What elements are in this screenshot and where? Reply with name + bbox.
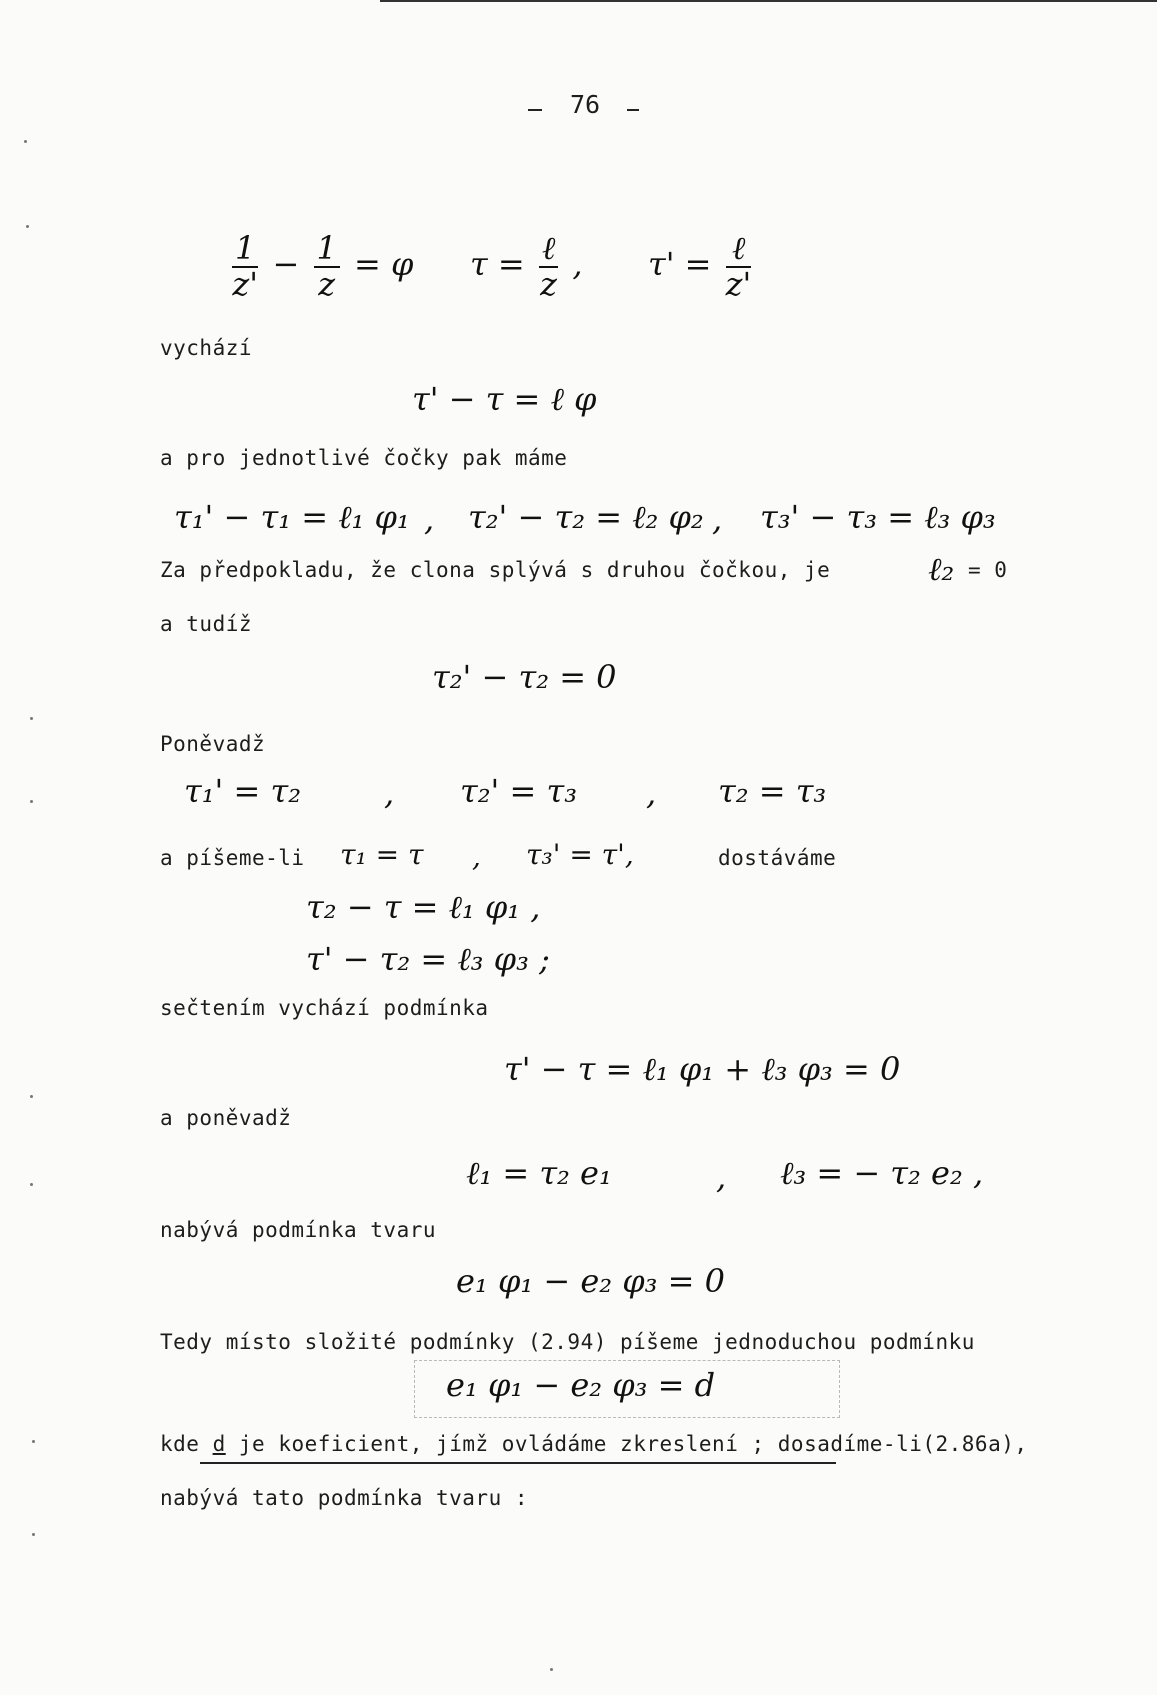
- text-piseme-li: a píšeme-li: [160, 846, 305, 870]
- scan-speck: [550, 1668, 553, 1671]
- text-predpoklad: Za předpokladu, že clona splývá s druhou čočkou, je: [160, 558, 831, 582]
- equation-tau-difference: τ' − τ = ℓ φ: [412, 380, 597, 418]
- scan-speck: [30, 1095, 33, 1098]
- text-nabyva-podminka: nabývá podmínka tvaru: [160, 1218, 437, 1242]
- equation-comma-6: ,: [716, 1158, 727, 1196]
- scan-speck: [32, 1440, 35, 1443]
- scan-speck: [24, 140, 27, 143]
- text-ponevadz: Poněvadž: [160, 732, 266, 756]
- scan-speck: [26, 225, 29, 228]
- text-predpoklad-end: = 0: [968, 558, 1008, 582]
- text-dosadime: ; dosadíme-li(2.86a),: [751, 1432, 1028, 1456]
- equation-tau3-tau-inline: τ₃' = τ',: [526, 838, 634, 871]
- equation-lens-2: τ₂' − τ₂ = ℓ₂ φ₂: [468, 498, 704, 536]
- scan-speck: [30, 800, 33, 803]
- equation-sum-part-1: τ₂ − τ = ℓ₁ φ₁ ,: [306, 888, 541, 926]
- equation-condition-sum: τ' − τ = ℓ₁ φ₁ + ℓ₃ φ₃ = 0: [504, 1050, 901, 1088]
- text-tedy: Tedy místo složité podmínky (2.94) píšeme jednoduchou podmínku: [160, 1330, 975, 1354]
- equation-tau2-zero: τ₂' − τ₂ = 0: [432, 658, 617, 696]
- equation-lens-formula: $\frac{1}{z'}$ − $\frac{1}{z}$ = φ: [232, 229, 414, 303]
- text-dostavame: dostáváme: [718, 846, 837, 870]
- equation-tau1-tau-inline: τ₁ = τ: [340, 838, 424, 871]
- scan-speck: [32, 1533, 35, 1536]
- equation-l2-inline: ℓ₂: [928, 550, 955, 588]
- text-vychazi: vychází: [160, 336, 253, 360]
- text-kde-d: d: [212, 1432, 226, 1456]
- equation-e-phi-d: e₁ φ₁ − e₂ φ₃ = d: [446, 1366, 716, 1404]
- equation-l1: ℓ₁ = τ₂ e₁: [466, 1154, 612, 1192]
- underline-rule: [200, 1462, 836, 1464]
- equation-comma-4: ,: [646, 774, 657, 812]
- equation-comma-1: ,: [424, 500, 435, 538]
- text-koeficient: je koeficient, jímž ovládáme zkreslení: [238, 1432, 739, 1456]
- page-top-edge-line: [380, 0, 1157, 2]
- equation-lens-1: τ₁' − τ₁ = ℓ₁ φ₁: [174, 498, 410, 536]
- text-kde-line: [160, 1432, 1028, 1456]
- equation-tau2-tau3: τ₂' = τ₃: [460, 772, 578, 810]
- text-nabyva-tato: nabývá tato podmínka tvaru :: [160, 1486, 529, 1510]
- equation-tau-definition: τ = $\frac{\text{ℓ}}{z}$ ,: [470, 229, 583, 303]
- equation-e-phi-zero: e₁ φ₁ − e₂ φ₃ = 0: [456, 1262, 726, 1300]
- equation-l3: ℓ₃ = − τ₂ e₂ ,: [780, 1154, 984, 1192]
- page-number-dash-left: [528, 109, 542, 111]
- page-number-dash-right: [627, 109, 639, 111]
- text-sectenim: sečtením vychází podmínka: [160, 996, 489, 1020]
- equation-lens-3: τ₃' − τ₃ = ℓ₃ φ₃: [760, 498, 996, 536]
- text-pro-jednotlive: a pro jednotlivé čočky pak máme: [160, 446, 568, 470]
- equation-tau-prime-definition: τ' = $\frac{\text{ℓ}}{z'}$: [648, 229, 752, 303]
- scan-speck: [30, 717, 33, 720]
- equation-comma-3: ,: [384, 774, 395, 812]
- text-kde: kde: [160, 1432, 200, 1456]
- text-tudiz: a tudíž: [160, 612, 253, 636]
- page-number: 76: [570, 90, 601, 119]
- equation-comma-5: ,: [472, 840, 481, 873]
- equation-sum-part-2: τ' − τ₂ = ℓ₃ φ₃ ;: [306, 940, 550, 978]
- equation-comma-2: ,: [712, 500, 723, 538]
- equation-tau1-tau2: τ₁' = τ₂: [184, 772, 302, 810]
- text-a-ponevadz: a poněvadž: [160, 1106, 292, 1130]
- scan-speck: [30, 1183, 33, 1186]
- equation-tau2-eq-tau3: τ₂ = τ₃: [718, 772, 827, 810]
